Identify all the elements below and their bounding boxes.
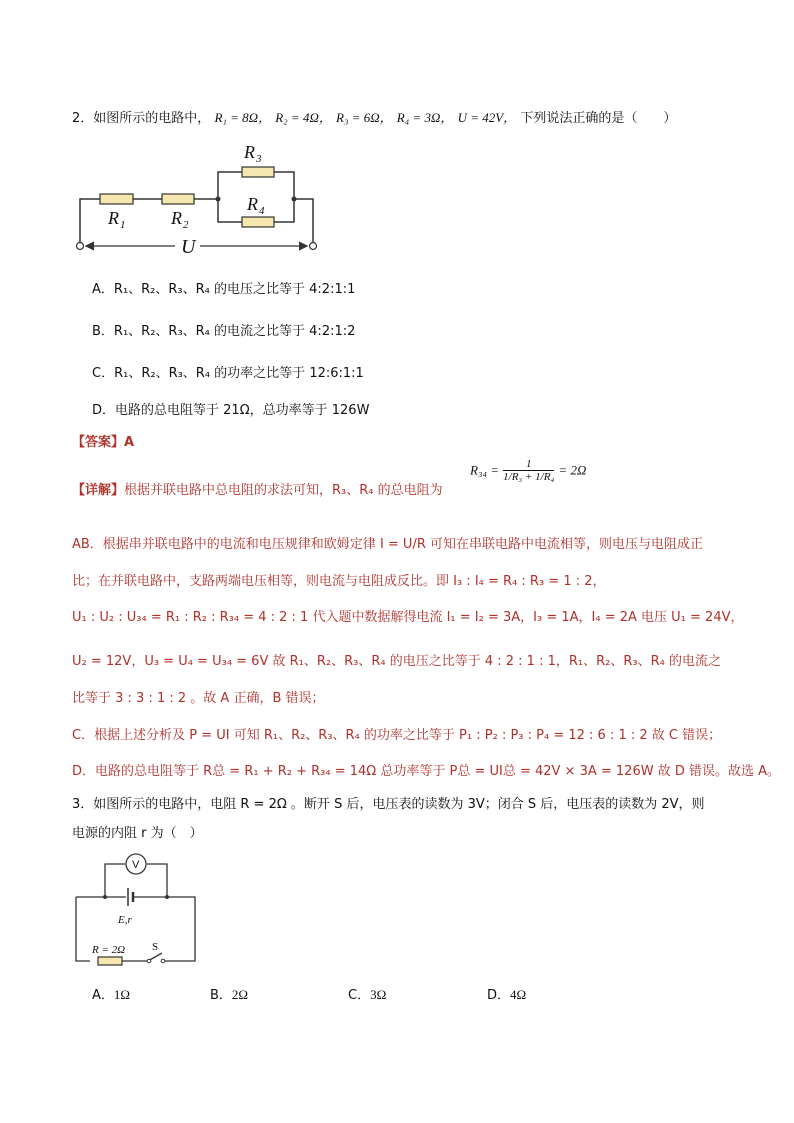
option-text: R₁、R₂、R₃、R₄ 的电压之比等于 4:2:1:1 <box>113 282 356 297</box>
resistor-r4 <box>242 217 274 227</box>
label-u: U <box>181 236 196 258</box>
switch-icon <box>147 959 151 963</box>
option-value: 4Ω <box>510 987 527 1002</box>
q2-option-a[interactable] <box>92 278 355 297</box>
q3-circuit-diagram <box>70 850 205 970</box>
q3-option-d[interactable] <box>487 984 526 1003</box>
detail-text: 根据并联电路中总电阻的求法可知，R₃、R₄ 的总电阻为 <box>124 483 443 498</box>
q2-given-r2: R₂ = 4Ω， <box>275 110 332 125</box>
q2-answer <box>72 431 134 450</box>
label-r3-sub: 3 <box>256 153 262 165</box>
option-letter: C． <box>92 366 115 381</box>
formula-denominator: 1/R₃ + 1/R₄ <box>503 471 555 483</box>
resistor-r1 <box>100 194 133 204</box>
q2-stem-tail: 下列说法正确的是（ ） <box>520 111 677 126</box>
q2-detail-ab-line-4: U₂ = 12V，U₃ = U₄ = U₃₄ = 6V 故 R₁、R₂、R₃、R₄ 的电压之比等于 4 : 2 : 1 : 1，R₁、R₂、R₃、R₄ 的电流之 <box>72 654 721 669</box>
q2-given-r1: R₁ = 8Ω， <box>214 110 272 125</box>
answer-tag: 【答案】 <box>72 435 125 450</box>
q2-option-b[interactable] <box>92 320 355 339</box>
label-r1-sub: 1 <box>120 219 126 231</box>
option-text: R₁、R₂、R₃、R₄ 的电流之比等于 4:2:1:2 <box>113 324 356 339</box>
formula-rhs: = 2Ω <box>558 462 587 478</box>
q3-stem-line-1: 3．如图所示的电路中，电阻 R = 2Ω 。断开 S 后，电压表的读数为 3V；闭合 S 后，电压表的读数为 2V，则 <box>72 797 705 812</box>
source-label: E,r <box>118 914 132 926</box>
label-r2: R <box>171 208 182 228</box>
switch-label: S <box>152 941 159 953</box>
q2-detail-c: C．根据上述分析及 P = UI 可知 R₁、R₂、R₃、R₄ 的功率之比等于 P₁ : P₂ : P₃ : P₄ = 12 : 6 : 1 : 2 故 C 错误； <box>72 728 722 743</box>
q2-given-u: U = 42V， <box>457 110 517 125</box>
option-value: 1Ω <box>113 987 131 1002</box>
option-letter: C． <box>348 988 371 1003</box>
formula-lhs: R₃₄ = <box>470 462 500 478</box>
q2-detail-ab-line-3: U₁ : U₂ : U₃₄ = R₁ : R₂ : R₃₄ = 4 : 2 : 1 代入题中数据解得电流 I₁ = I₂ = 3A，I₃ = 1A，I₄ = 2A 电压 U₁ = 24V， <box>72 610 744 625</box>
q2-given-r4: R₄ = 3Ω， <box>396 110 454 125</box>
option-letter: D． <box>487 988 511 1003</box>
resistor-r <box>98 957 122 965</box>
answer-value: A <box>124 435 135 450</box>
resistor-r3 <box>242 167 274 177</box>
formula-fraction <box>503 458 554 483</box>
label-r3: R <box>244 142 255 162</box>
q3-option-b[interactable] <box>210 984 248 1003</box>
q2-number: 2． <box>72 111 94 126</box>
q2-option-d[interactable] <box>92 399 369 418</box>
label-r1: R <box>108 208 119 228</box>
option-letter: D． <box>92 403 116 418</box>
q2-detail-ab-line-5: 比等于 3 : 3 : 1 : 2 。故 A 正确，B 错误； <box>72 691 325 706</box>
option-letter: B． <box>210 988 232 1003</box>
q3-option-c[interactable] <box>348 984 386 1003</box>
option-value: 3Ω <box>370 987 387 1002</box>
q3-option-a[interactable] <box>92 984 130 1003</box>
resistor-r2 <box>162 194 194 204</box>
q2-circuit-diagram <box>70 136 330 260</box>
label-r2-sub: 2 <box>183 219 189 231</box>
q2-detail-d: D．电路的总电阻等于 R总 = R₁ + R₂ + R₃₄ = 14Ω 总功率等于 P总 = UI总 = 42V × 3A = 126W 故 D 错误。故选 A。 <box>72 764 781 779</box>
option-letter: B． <box>92 324 114 339</box>
label-r4: R <box>247 194 258 214</box>
battery-icon <box>128 888 133 906</box>
q2-detail-1 <box>72 479 443 498</box>
voltmeter-label: V <box>132 859 140 871</box>
option-letter: A． <box>92 988 114 1003</box>
q2-stem-text: 如图所示的电路中， <box>93 111 211 126</box>
option-text: 电路的总电阻等于 21Ω，总功率等于 126W <box>115 403 370 418</box>
option-value: 2Ω <box>231 987 249 1002</box>
q2-given-r3: R₃ = 6Ω， <box>336 110 393 125</box>
option-letter: A． <box>92 282 114 297</box>
q2-stem <box>72 107 676 126</box>
detail-tag: 【详解】 <box>72 483 125 498</box>
q2-detail-formula <box>470 458 586 483</box>
q2-option-c[interactable] <box>92 362 364 381</box>
option-text: R₁、R₂、R₃、R₄ 的功率之比等于 12:6:1:1 <box>114 366 364 381</box>
label-r4-sub: 4 <box>259 205 265 217</box>
formula-numerator: 1 <box>503 458 554 471</box>
q3-stem-line-2: 电源的内阻 r 为（ ） <box>72 826 203 841</box>
q2-detail-ab-line-2: 比；在并联电路中，支路两端电压相等，则电流与电阻成反比。即 I₃ : I₄ = R₄ : R₃ = 1 : 2， <box>72 574 606 589</box>
resistor-label: R = 2Ω <box>92 944 126 956</box>
q2-detail-ab-line-1: AB．根据串并联电路中的电流和电压规律和欧姆定律 I = U/R 可知在串联电路中电流相等，则电压与电阻成正 <box>72 537 703 552</box>
